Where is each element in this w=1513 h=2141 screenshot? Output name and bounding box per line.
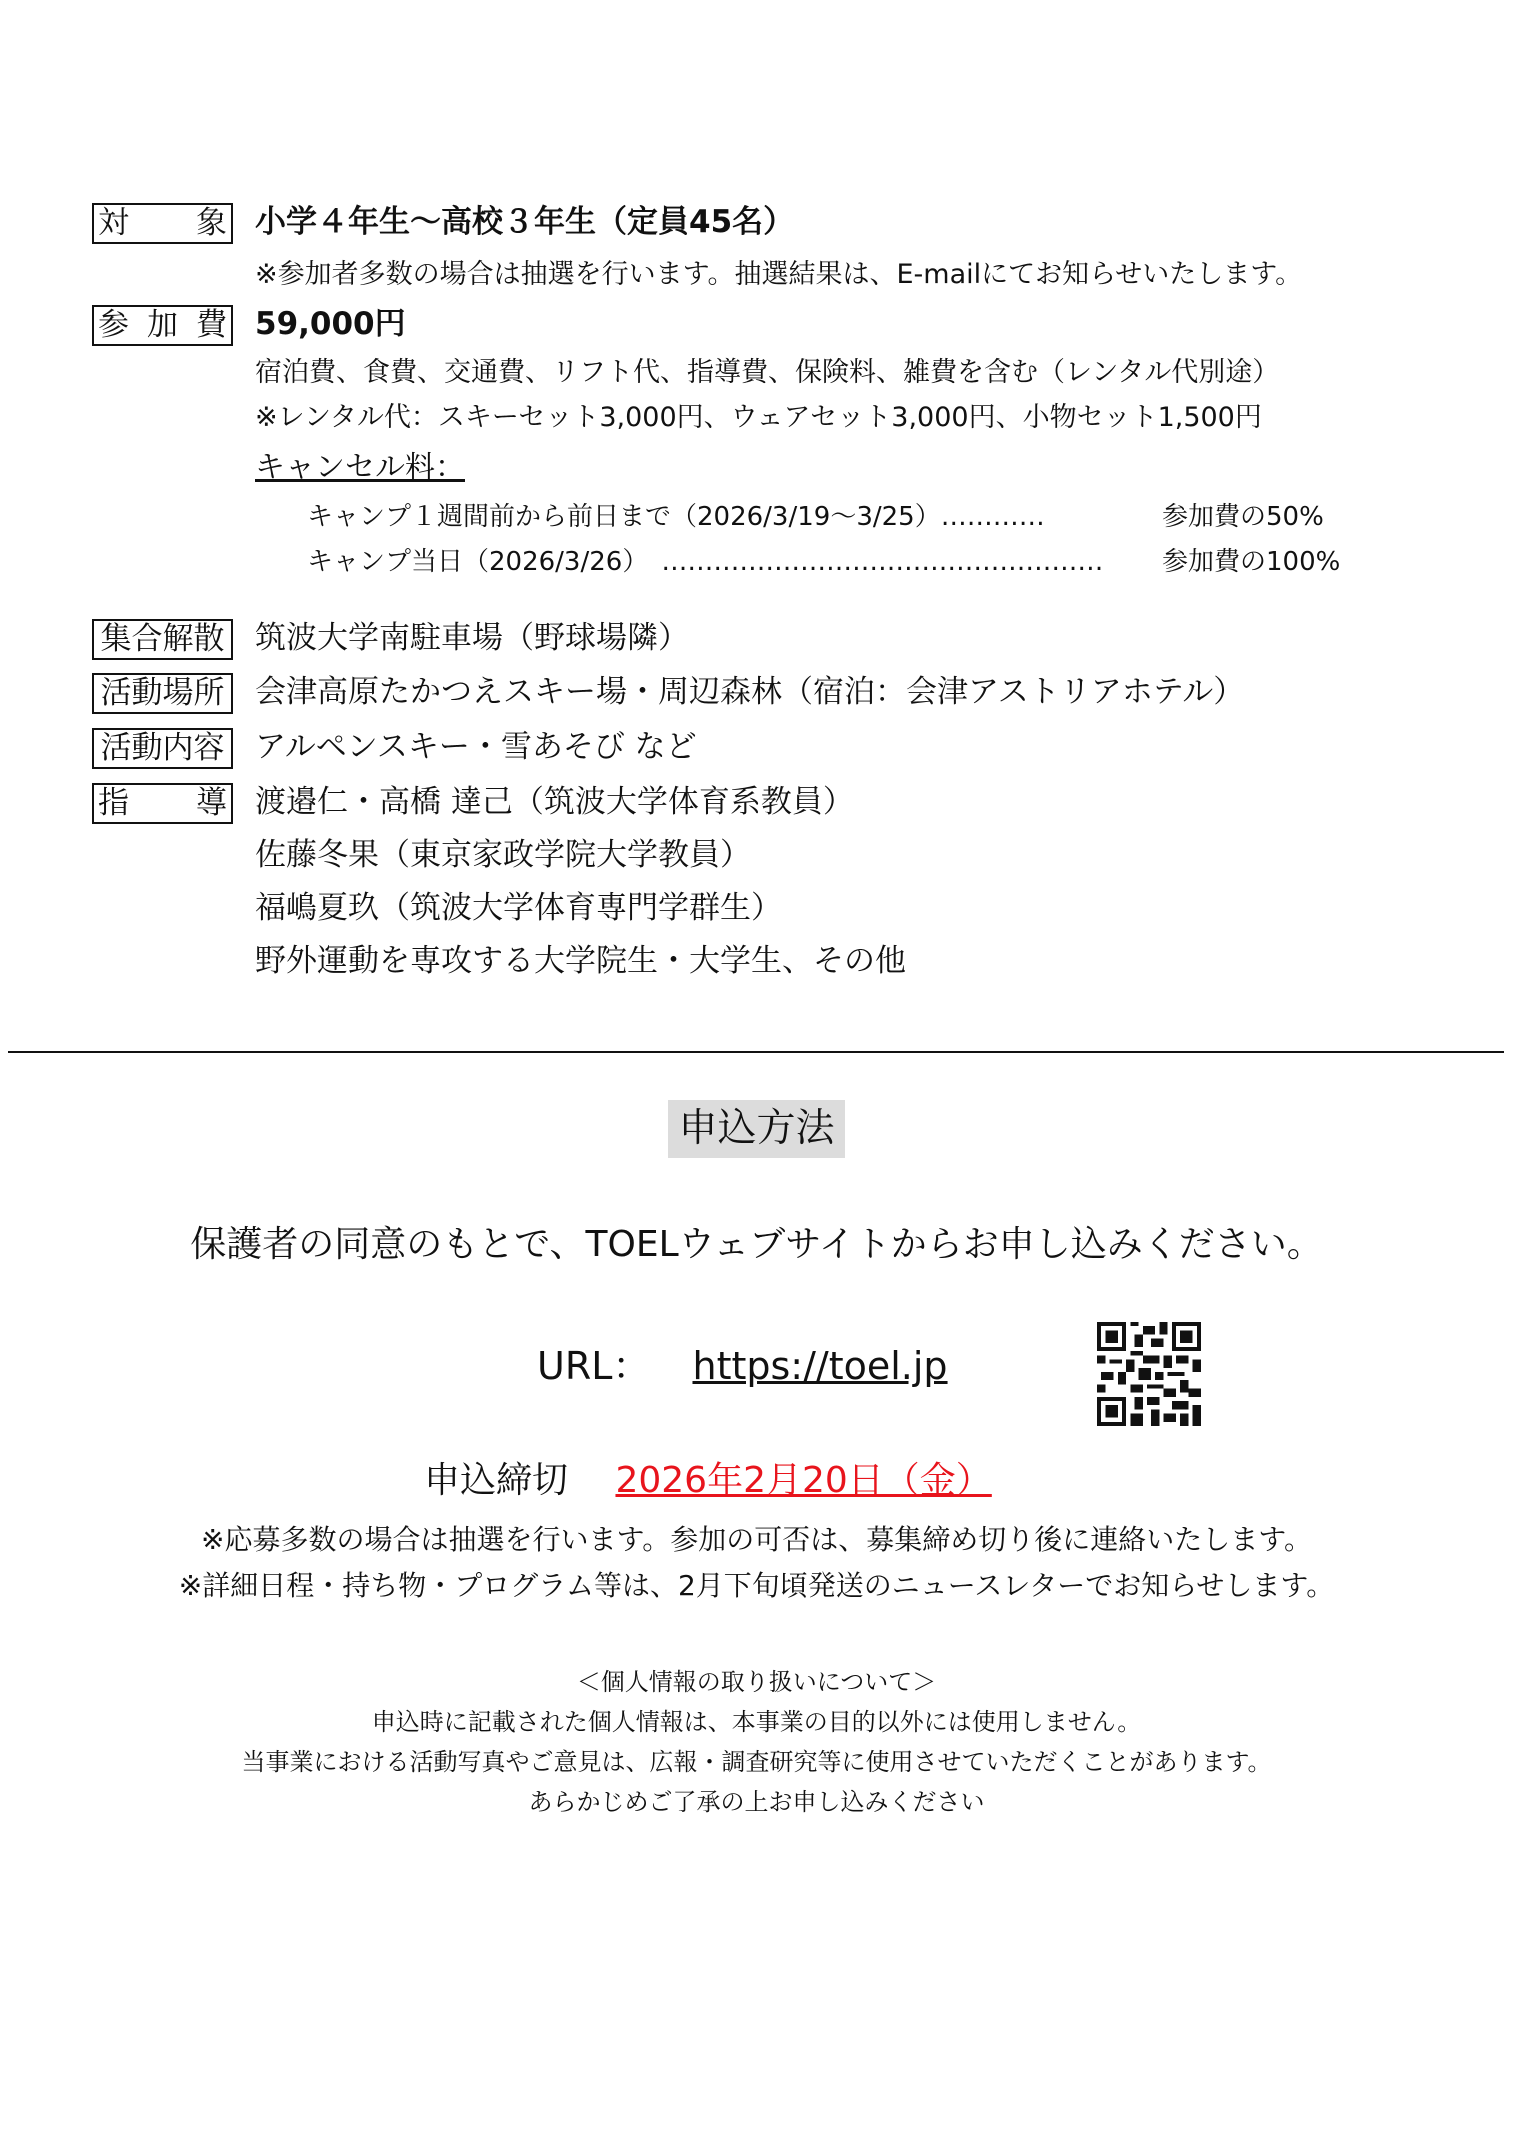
qr-code-icon <box>1097 1322 1201 1426</box>
target-label <box>92 203 233 244</box>
fee-label <box>92 305 233 346</box>
fee-label-char: 参 <box>98 307 129 343</box>
cancel-when: キャンプ当日（2026/3/26） …………………………………………… <box>307 547 1104 577</box>
fee-note-included: 宿泊費、食費、交通費、リフト代、指導費、保険料、雑費を含む（レンタル代別途） <box>255 357 1280 388</box>
location-label-text: 活動場所 <box>100 675 225 711</box>
location-label <box>92 673 233 714</box>
target-note: ※参加者多数の場合は抽選を行います。抽選結果は、E-mailにてお知らせいたします。 <box>255 259 1303 290</box>
url-label: URL： <box>537 1344 651 1388</box>
cancel-title: キャンセル料： <box>255 450 465 485</box>
apply-heading: 申込方法 <box>668 1100 844 1158</box>
privacy-title: ＜個人情報の取り扱いについて＞ <box>576 1668 937 1696</box>
privacy-line: あらかじめご了承の上お申し込みください <box>528 1788 985 1816</box>
fee-label-char: 費 <box>196 307 227 343</box>
apply-lead: 保護者の同意のもとで、TOELウェブサイトからお申し込みください。 <box>190 1224 1323 1265</box>
apply-heading-wrap <box>0 1100 1513 1158</box>
activity-label-text: 活動内容 <box>100 730 225 766</box>
activity-value: アルペンスキー・雪あそび など <box>255 729 697 765</box>
fee-note-rental: ※レンタル代：スキーセット3,000円、ウェアセット3,000円、小物セット1,500円 <box>255 402 1262 433</box>
cancel-row <box>307 545 1341 579</box>
location-value: 会津高原たかつえスキー場・周辺森林（宿泊：会津アストリアホテル） <box>255 674 1245 710</box>
instructors-label <box>92 783 233 824</box>
fee-value: 59,000円 <box>255 306 406 342</box>
target-value: 小学４年生～高校３年生（定員45名） <box>255 204 795 240</box>
instructor-line: 渡邉仁・高橋 達己（筑波大学体育系教員） <box>255 784 854 820</box>
deadline-label: 申込締切 <box>424 1460 569 1501</box>
apply-note-details: ※詳細日程・持ち物・プログラム等は、2月下旬頃発送のニュースレターでお知らせします。 <box>178 1569 1335 1602</box>
target-label-char: 対 <box>98 205 129 241</box>
website-link[interactable]: https://toel.jp <box>692 1344 948 1388</box>
instructor-line: 佐藤冬果（東京家政学院大学教員） <box>255 837 751 873</box>
cancel-row <box>307 500 1324 534</box>
target-label-char: 象 <box>196 205 227 241</box>
instructor-line: 福嶋夏玖（筑波大学体育専門学群生） <box>255 890 782 926</box>
privacy-line: 当事業における活動写真やご意見は、広報・調査研究等に使用させていただくことがあります。 <box>241 1748 1272 1776</box>
deadline-date: 2026年2月20日（金） <box>615 1460 992 1501</box>
instructor-line: 野外運動を専攻する大学院生・大学生、その他 <box>255 943 906 979</box>
cancel-when: キャンプ１週間前から前日まで（2026/3/19～3/25）………… <box>307 502 1045 532</box>
activity-label <box>92 728 233 769</box>
url-line <box>537 1340 948 1392</box>
cancel-fee: 参加費の50% <box>1162 502 1324 532</box>
meeting-label-text: 集合解散 <box>100 621 225 657</box>
privacy-line: 申込時に記載された個人情報は、本事業の目的以外には使用しません。 <box>371 1708 1142 1736</box>
instructors-label-char: 導 <box>196 785 227 821</box>
instructors-label-char: 指 <box>98 785 129 821</box>
section-divider <box>8 1051 1504 1053</box>
meeting-label <box>92 619 233 660</box>
apply-note-lottery: ※応募多数の場合は抽選を行います。参加の可否は、募集締め切り後に連絡いたします。 <box>201 1523 1312 1556</box>
cancel-fee: 参加費の100% <box>1162 547 1341 577</box>
deadline-line <box>424 1455 992 1507</box>
fee-label-char: 加 <box>147 307 178 343</box>
meeting-value: 筑波大学南駐車場（野球場隣） <box>255 620 689 656</box>
